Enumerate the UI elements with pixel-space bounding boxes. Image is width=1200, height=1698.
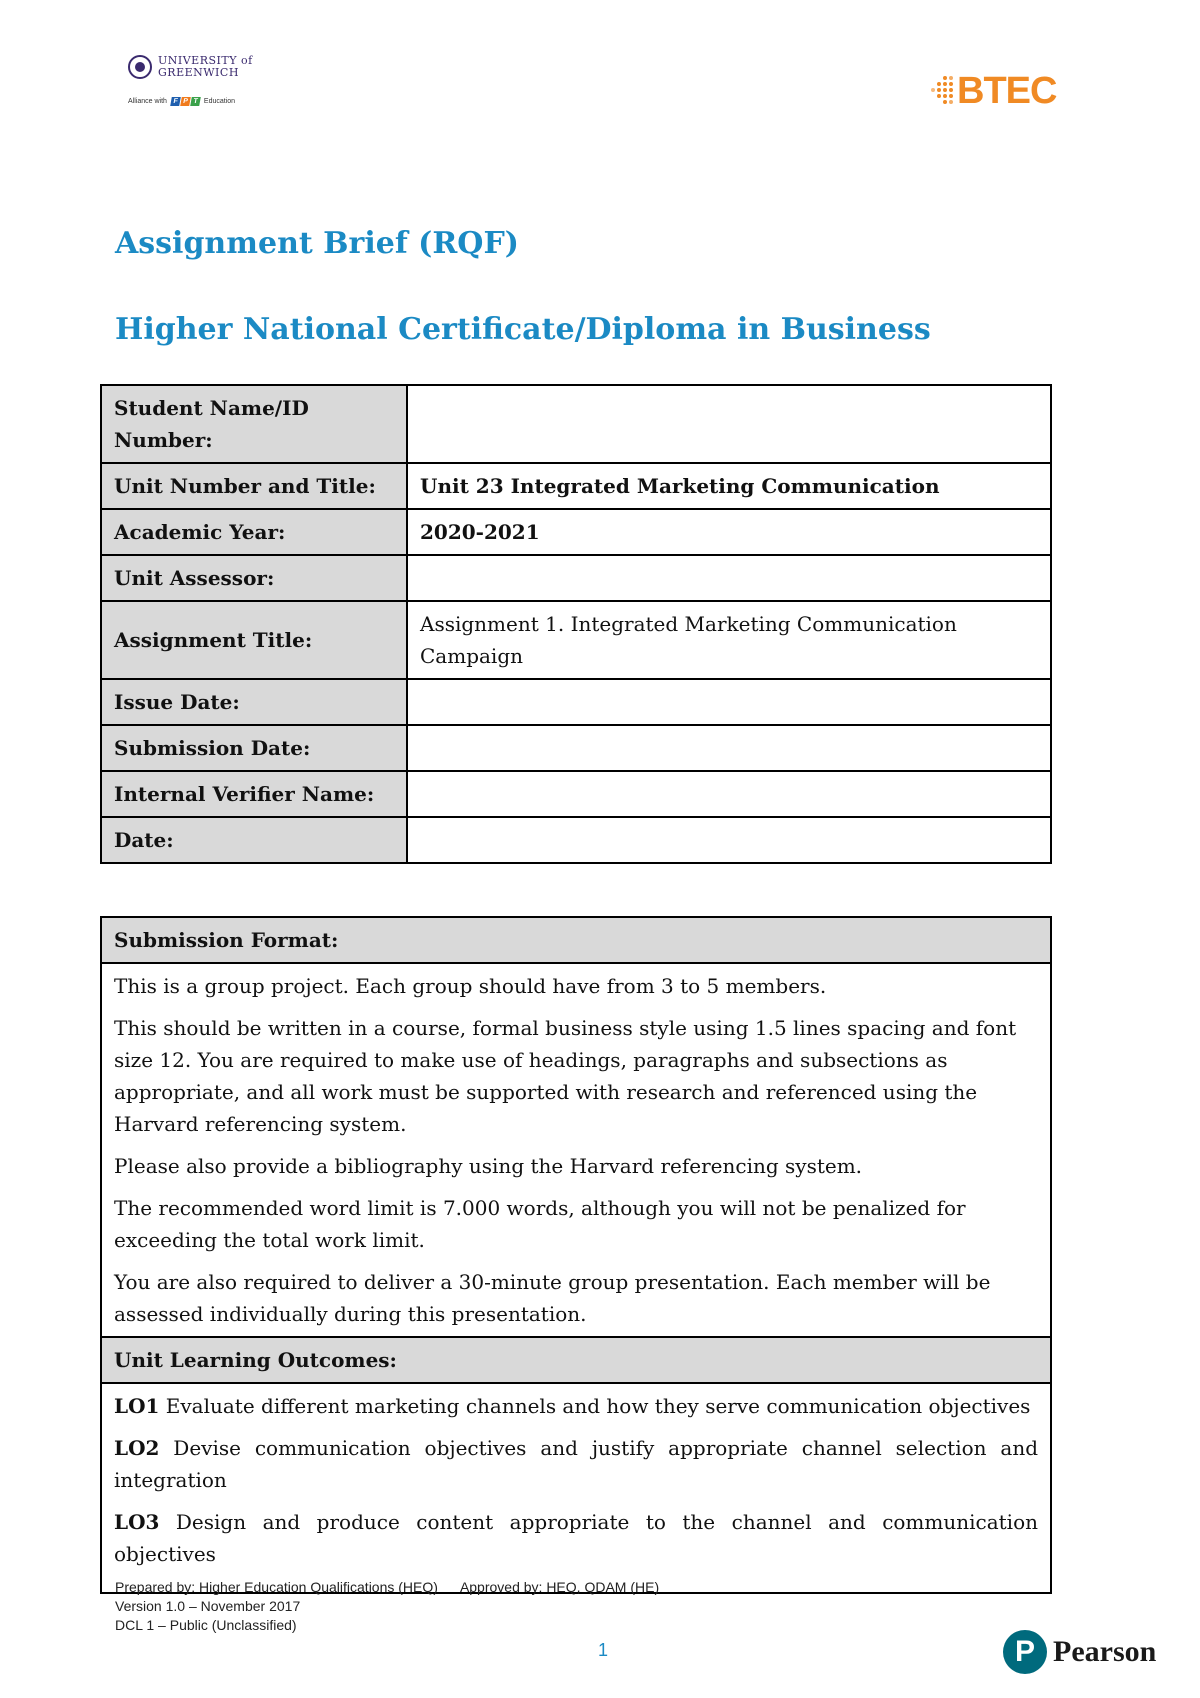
submission-format-body — [101, 963, 1051, 1337]
qualification-title: Higher National Certificate/Diploma in Business — [115, 312, 931, 347]
footer-row — [115, 1578, 659, 1597]
prepared-by: Prepared by: Higher Education Qualifications (HEQ) — [115, 1579, 438, 1595]
outcome-text: Devise communication objectives and justify appropriate channel selection and integration — [114, 1436, 1038, 1492]
internal-verifier-label: Internal Verifier Name: — [101, 771, 407, 817]
assignment-title-value: Assignment 1. Integrated Marketing Communication Campaign — [407, 601, 1051, 679]
outcome-text: Design and produce content appropriate to the channel and communication objectives — [114, 1510, 1039, 1566]
issue-date-label: Issue Date: — [101, 679, 407, 725]
btec-logo-text: BTEC — [957, 70, 1057, 112]
table-row — [101, 1337, 1051, 1383]
outcome-code: LO1 — [114, 1394, 160, 1418]
outcome-code: LO2 — [114, 1436, 160, 1460]
alliance-text: Alliance with — [128, 98, 167, 105]
fpt-suffix: Education — [203, 98, 236, 105]
fpt-letter-p: P — [180, 97, 191, 106]
submission-format-heading: Submission Format: — [101, 917, 1051, 963]
submission-paragraph: This should be written in a course, formal business style using 1.5 lines spacing and font size 12. You are required to make use of headings, paragraphs and subsections as appropriate, and all work must be supported with research and referenced using the Harvard referencing system. — [114, 1016, 1017, 1136]
table-row — [101, 817, 1051, 863]
table-row — [101, 509, 1051, 555]
table-row — [101, 385, 1051, 463]
university-of-greenwich-logo — [128, 55, 278, 125]
crest-icon — [128, 55, 152, 79]
learning-outcome — [114, 1432, 1038, 1496]
uog-logo-text: UNIVERSITY of GREENWICH — [158, 54, 253, 79]
fpt-letter-f: F — [170, 97, 181, 106]
academic-year-label: Academic Year: — [101, 509, 407, 555]
internal-verifier-value — [407, 771, 1051, 817]
version: Version 1.0 – November 2017 — [115, 1598, 301, 1614]
outcome-code: LO3 — [114, 1510, 160, 1534]
assignment-info-table — [100, 384, 1052, 864]
unit-number-label: Unit Number and Title: — [101, 463, 407, 509]
issue-date-value — [407, 679, 1051, 725]
table-row — [101, 601, 1051, 679]
classification: DCL 1 – Public (Unclassified) — [115, 1617, 297, 1633]
learning-outcome — [114, 1390, 1038, 1422]
date-label: Date: — [101, 817, 407, 863]
table-row — [101, 1383, 1051, 1593]
fpt-letter-t: T — [190, 97, 201, 106]
student-name-value — [407, 385, 1051, 463]
outcome-text: Evaluate different marketing channels and how they serve communication objectives — [165, 1394, 1031, 1418]
submission-date-label: Submission Date: — [101, 725, 407, 771]
assignment-brief-title: Assignment Brief (RQF) — [115, 226, 519, 261]
btec-logo — [925, 70, 1057, 112]
page-number: 1 — [598, 1640, 609, 1660]
fpt-logo — [171, 97, 200, 106]
student-name-label: Student Name/ID Number: — [101, 385, 407, 463]
table-row — [101, 463, 1051, 509]
document-footer — [115, 1578, 659, 1635]
submission-paragraph: This is a group project. Each group should have from 3 to 5 members. — [114, 974, 827, 998]
unit-assessor-value — [407, 555, 1051, 601]
unit-assessor-label: Unit Assessor: — [101, 555, 407, 601]
approved-by: Approved by: HEQ, QDAM (HE) — [459, 1579, 660, 1595]
table-row — [101, 679, 1051, 725]
learning-outcomes-heading: Unit Learning Outcomes: — [101, 1337, 1051, 1383]
pearson-logo — [1003, 1630, 1156, 1674]
alliance-line — [128, 97, 278, 106]
table-row — [101, 771, 1051, 817]
learning-outcomes-body — [101, 1383, 1051, 1593]
table-row — [101, 917, 1051, 963]
assignment-title-label: Assignment Title: — [101, 601, 407, 679]
learning-outcome — [114, 1506, 1038, 1570]
unit-number-value: Unit 23 Integrated Marketing Communication — [407, 463, 1051, 509]
btec-dots-icon — [925, 74, 953, 108]
academic-year-value: 2020-2021 — [407, 509, 1051, 555]
submission-paragraph: The recommended word limit is 7.000 words, although you will not be penalized for exceeding the total work limit. — [114, 1196, 966, 1252]
uog-logo-row — [128, 55, 278, 79]
table-row — [101, 555, 1051, 601]
pearson-mark-icon: P — [1003, 1630, 1047, 1674]
table-row — [101, 963, 1051, 1337]
submission-date-value — [407, 725, 1051, 771]
pearson-logo-text: Pearson — [1053, 1635, 1157, 1668]
date-value — [407, 817, 1051, 863]
submission-paragraph: You are also required to deliver a 30-minute group presentation. Each member will be assessed individually during this presentation. — [114, 1270, 991, 1326]
submission-format-table — [100, 916, 1052, 1594]
table-row — [101, 725, 1051, 771]
submission-paragraph: Please also provide a bibliography using the Harvard referencing system. — [114, 1154, 863, 1178]
